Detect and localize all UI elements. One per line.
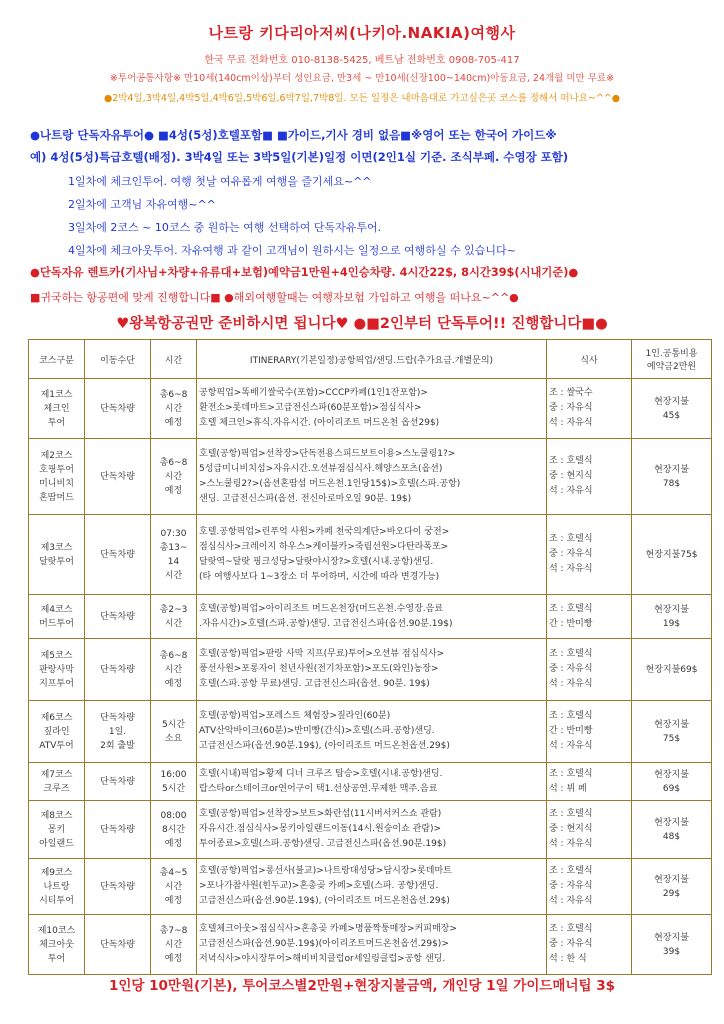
itinerary-cell-line: 투어종료>호텔(스파.공항)샌딩. 고급전신스파(옵션.90분.19$) bbox=[199, 839, 447, 849]
course-cell-line: 제3코스 bbox=[40, 542, 73, 553]
day-1-plan: 1일차에 체크인투어. 여행 첫날 여유롭게 여행을 즐기세요~^^ bbox=[68, 175, 372, 188]
tour-table-body bbox=[29, 379, 712, 975]
time-cell bbox=[151, 595, 197, 639]
time-cell-line: 예정 bbox=[164, 895, 183, 906]
course-cell-line: 제10코스 bbox=[37, 925, 76, 936]
itinerary-cell-line: (타 여행사보다 1~3장소 더 투어하며, 시간에 따라 변경가능) bbox=[199, 571, 440, 582]
meal-cell-line: 조 : 호텔식 bbox=[549, 456, 593, 466]
time-cell-line: 5시간 bbox=[161, 783, 186, 794]
time-cell-line: 예정 bbox=[164, 485, 183, 496]
price-cell-line: 현장지불 bbox=[654, 604, 689, 615]
itinerary-cell-line: 고급전신스파(옵션.90분.19$)(아이리조트머드온천옵션.29$)> bbox=[199, 939, 449, 949]
price-cell-line: 현장지불 bbox=[654, 719, 689, 730]
rental-car-info: ●단독자유 렌트카(기사님+차량+유류대+보험)예약금1만원+4인승차량. 4시간22$, 8시간39$(시내기준)● bbox=[30, 266, 579, 279]
itinerary-cell bbox=[197, 859, 547, 915]
time-cell bbox=[151, 439, 197, 515]
time-cell-line: 5시간 bbox=[161, 719, 186, 730]
table-row bbox=[29, 701, 712, 763]
itinerary-cell-line: 호텔(공항)픽업>아이리조트 머드온천장(머드온천.수영장.음료 bbox=[199, 603, 444, 614]
course-cell-line: 체크아웃 bbox=[39, 939, 74, 950]
itinerary-cell-line: ATV산악바이크(60분)>반미빵(간식)>호텔(스파.공항)샌딩. bbox=[199, 726, 435, 736]
time-cell-line: 총6~8 bbox=[159, 389, 188, 400]
course-cell bbox=[29, 801, 85, 859]
time-cell-line: 총2~3 bbox=[159, 604, 188, 615]
meal-cell-line: 조 : 호텔식 bbox=[549, 924, 593, 934]
course-cell bbox=[29, 639, 85, 701]
price-cell-line: 69$ bbox=[662, 783, 681, 794]
meal-cell bbox=[547, 515, 632, 595]
price-cell bbox=[632, 859, 712, 915]
promo-banner: ♥왕복항공권만 준비하시면 됩니다♥ ●■2인부터 단독투어!! 진행합니다■● bbox=[116, 316, 608, 332]
meal-cell-line: 조 : 호텔식 bbox=[549, 866, 593, 876]
itinerary-cell-line: 5성급미니비치섬>자유시간.오션뷰점심식사.해양스포츠(옵션) bbox=[199, 463, 443, 474]
itinerary-cell bbox=[197, 515, 547, 595]
transport-cell bbox=[85, 439, 151, 515]
header-meal: 식사 bbox=[547, 340, 632, 379]
itinerary-cell-line: 풍선사원>포롱자이 천년사원(전기차포함)>포도(와인)농장> bbox=[199, 664, 439, 674]
itinerary-cell bbox=[197, 801, 547, 859]
price-cell-line: 현장지불 bbox=[654, 769, 689, 780]
course-cell-line: 몽키 bbox=[47, 824, 66, 835]
meal-cell bbox=[547, 595, 632, 639]
transport-cell bbox=[85, 859, 151, 915]
meal-cell-line: 석 : 자유식 bbox=[549, 486, 593, 496]
meal-cell-line: 중 : 자유식 bbox=[549, 403, 593, 413]
table-row bbox=[29, 595, 712, 639]
common-notice: ※투어공통사항※ 만10세(140cm이상)부터 성인요금, 만3세 ~ 만10세(신장100~140cm)아동요금, 24개월 미만 무료※ bbox=[109, 73, 615, 84]
transport-cell-line: 2회 출발 bbox=[100, 740, 135, 751]
meal-cell-line: 조 : 호텔식 bbox=[549, 809, 593, 819]
time-cell bbox=[151, 763, 197, 801]
course-cell bbox=[29, 515, 85, 595]
course-cell bbox=[29, 379, 85, 439]
meal-cell-line: 석 : 자유식 bbox=[549, 896, 593, 906]
meal-cell-line: 석 : 자유식 bbox=[549, 741, 593, 751]
course-cell-line: 제4코스 bbox=[40, 604, 73, 615]
itinerary-cell bbox=[197, 701, 547, 763]
time-cell-line: 예정 bbox=[164, 678, 183, 689]
transport-cell bbox=[85, 639, 151, 701]
meal-cell bbox=[547, 701, 632, 763]
meal-cell-line: 중 : 현지식 bbox=[549, 824, 593, 834]
time-cell-line: 시간 bbox=[164, 881, 183, 892]
header-time: 시간 bbox=[151, 340, 197, 379]
meal-cell-line: 조 : 호텔식 bbox=[549, 603, 593, 614]
transport-cell bbox=[85, 915, 151, 975]
meal-cell-line: 석 : 뷔 페 bbox=[549, 783, 587, 794]
itinerary-cell-line: >포나가참사원(힌두교)>혼총곶 카페>호텔(스파. 공항)샌딩. bbox=[199, 881, 439, 891]
time-cell-line: 07:30 bbox=[160, 528, 187, 539]
transport-cell bbox=[85, 801, 151, 859]
time-cell-line: 예정 bbox=[164, 953, 183, 964]
table-header-row bbox=[29, 340, 712, 379]
course-cell-line: 달랏투어 bbox=[39, 556, 74, 567]
course-cell bbox=[29, 915, 85, 975]
itinerary-cell-line: 호텔(공항)픽업>선착장>보트>화란섬(11시버서커스쇼 관람) bbox=[199, 809, 442, 819]
course-cell bbox=[29, 439, 85, 515]
table-row bbox=[29, 515, 712, 595]
price-cell-line: 45$ bbox=[662, 410, 681, 421]
course-cell-line: 머드투어 bbox=[39, 618, 74, 629]
time-cell-line: 소요 bbox=[164, 733, 183, 744]
transport-cell bbox=[85, 379, 151, 439]
header-itinerary: ITINERARY(기본일정)공항픽업/샌딩.드랍(추가요금.개별문의) bbox=[197, 340, 547, 379]
table-row bbox=[29, 379, 712, 439]
meal-cell-line: 조 : 호텔식 bbox=[549, 768, 593, 779]
itinerary-cell-line: 호텔 체크인>휴식.자유시간. (아이리조트 머드온천 옵션29$) bbox=[199, 418, 440, 428]
table-row bbox=[29, 801, 712, 859]
time-cell bbox=[151, 801, 197, 859]
itinerary-cell-line: 호텔(공항)픽업>선착장>단독전용스피드보트이용>스노쿨링1?> bbox=[199, 448, 456, 459]
meal-cell-line: 조 : 호텔식 bbox=[549, 711, 593, 721]
time-cell-line: 08:00 bbox=[160, 810, 187, 821]
transport-cell-line: 단독차량 bbox=[100, 664, 135, 675]
course-cell-line: 혼땀머드 bbox=[39, 492, 74, 503]
course-cell-line: 제2코스 bbox=[40, 450, 73, 461]
itinerary-cell bbox=[197, 379, 547, 439]
itinerary-cell-line: 환전소>롯데마트>고급전신스파(60분포함)>점심식사> bbox=[199, 403, 422, 413]
course-cell-line: 시티투어 bbox=[39, 895, 74, 906]
itinerary-cell-line: 공항픽업>똑배기쌀국수(포함)>CCCP카페(1인1잔포함)> bbox=[199, 388, 428, 398]
itinerary-cell-line: 달랏역~달랏 핑크성당>달랏야시장?>호텔(시내.공항)샌딩. bbox=[199, 556, 434, 567]
meal-cell-line: 중 : 현지식 bbox=[549, 471, 593, 481]
meal-cell-line: 조 : 호텔식 bbox=[549, 534, 593, 544]
time-cell-line: 총13~ bbox=[159, 542, 188, 553]
price-cell bbox=[632, 515, 712, 595]
meal-cell bbox=[547, 859, 632, 915]
time-cell-line: 시간 bbox=[164, 471, 183, 482]
transport-cell-line: 단독차량 bbox=[100, 471, 135, 482]
course-cell-line: ATV투어 bbox=[39, 740, 74, 751]
course-cell-line: 크루즈 bbox=[43, 783, 70, 794]
course-cell-line: 제7코스 bbox=[40, 769, 73, 780]
price-cell-line: 현장지불75$ bbox=[645, 549, 698, 560]
meal-cell bbox=[547, 915, 632, 975]
time-cell-line: 시간 bbox=[164, 570, 183, 581]
course-cell-line: 지프투어 bbox=[39, 678, 74, 689]
price-cell-line: 75$ bbox=[662, 733, 681, 744]
itinerary-cell-line: 점심식사>크레이지 하우스>케이블카>죽림선원>다탄라폭포> bbox=[199, 541, 449, 552]
meal-cell-line: 석 : 한 식 bbox=[549, 954, 587, 964]
price-cell-line: 현장지불 bbox=[654, 874, 689, 885]
itinerary-cell-line: 호텔.공항픽업>린푸억 사원>카페 천국의계단>바오다이 궁전> bbox=[199, 526, 450, 537]
itinerary-cell-line: 호텔(스파.공항 무료)샌딩. 고급전신스파(옵션. 90분. 19$) bbox=[199, 679, 430, 689]
course-cell-line: 제9코스 bbox=[40, 867, 73, 878]
agency-title: 나트랑 키다리아저씨(나키아.NAKIA)여행사 bbox=[208, 24, 516, 42]
header-price-line-2: 예약금2만원 bbox=[646, 362, 697, 372]
itinerary-cell-line: 샌딩. 고급전신스파(옵션. 전신아로마오일 90분. 19$) bbox=[199, 493, 412, 504]
itinerary-cell bbox=[197, 595, 547, 639]
meal-cell-line: 중 : 자유식 bbox=[549, 664, 593, 674]
itinerary-cell-line: 호텔(공항)픽업>판랑 사막 지프(무료)투어>오션뷰 점심식사> bbox=[199, 649, 445, 659]
meal-cell-line: 중 : 자유식 bbox=[549, 549, 593, 559]
time-cell-line: 총4~5 bbox=[159, 867, 188, 878]
price-cell bbox=[632, 595, 712, 639]
time-cell-line: 시간 bbox=[164, 403, 183, 414]
price-cell-line: 78$ bbox=[662, 478, 681, 489]
day-3-plan: 3일차에 2코스 ~ 10코스 중 원하는 여행 선택하여 단독자유투어. bbox=[68, 221, 382, 234]
course-cell bbox=[29, 859, 85, 915]
table-row bbox=[29, 763, 712, 801]
time-cell bbox=[151, 639, 197, 701]
table-row bbox=[29, 639, 712, 701]
course-cell-line: 판랑사막 bbox=[39, 664, 74, 675]
transport-cell-line: 단독차량 bbox=[100, 881, 135, 892]
itinerary-cell-line: 자유시간.점심식사>몽키아일랜드이동(14시.원숭이쇼 관람)> bbox=[199, 824, 442, 834]
transport-cell-line: 단독차량 bbox=[100, 611, 135, 622]
itinerary-cell-line: .자유시간)>호텔(스파.공항)샌딩. 고급전신스파(옵션.90분.19$) bbox=[199, 618, 453, 629]
course-cell-line: 제6코스 bbox=[40, 712, 73, 723]
meal-cell-line: 석 : 자유식 bbox=[549, 679, 593, 689]
time-cell bbox=[151, 701, 197, 763]
price-cell-line: 48$ bbox=[662, 831, 681, 842]
meal-cell-line: 조 : 쌀국수 bbox=[549, 388, 593, 398]
itinerary-cell-line: >스노쿨링2?>(옵션혼땀섬 머드온천.1인당15$)>호텔(스파.공항) bbox=[199, 478, 461, 489]
itinerary-cell-line: 랍스타or스테이크or연어구이 택1.선상공연.무제한 맥주.음료 bbox=[199, 783, 438, 794]
table-row bbox=[29, 439, 712, 515]
time-cell bbox=[151, 915, 197, 975]
meal-cell bbox=[547, 639, 632, 701]
header-course: 코스구분 bbox=[29, 340, 85, 379]
day-2-plan: 2일차에 고객님 자유여행~^^ bbox=[68, 198, 216, 211]
price-cell bbox=[632, 915, 712, 975]
transport-cell bbox=[85, 595, 151, 639]
time-cell-line: 예정 bbox=[164, 838, 183, 849]
price-cell-line: 현장지불 bbox=[654, 932, 689, 943]
header-price-line-1: 1인.공통비용 bbox=[645, 349, 698, 359]
table-row bbox=[29, 915, 712, 975]
course-cell bbox=[29, 701, 85, 763]
price-cell-line: 현장지불69$ bbox=[645, 664, 698, 675]
price-cell bbox=[632, 701, 712, 763]
price-cell-line: 39$ bbox=[662, 946, 681, 957]
course-cell-line: 나트랑 bbox=[43, 881, 70, 892]
course-cell-line: 호핑투어 bbox=[39, 464, 74, 475]
transport-cell-line: 단독차량 bbox=[100, 824, 135, 835]
transport-cell-line: 단독차량 bbox=[100, 549, 135, 560]
time-cell-line: 총6~8 bbox=[159, 650, 188, 661]
meal-cell bbox=[547, 439, 632, 515]
price-cell-line: 현장지불 bbox=[654, 817, 689, 828]
itinerary-cell bbox=[197, 763, 547, 801]
meal-cell-line: 간 : 반미빵 bbox=[549, 726, 593, 736]
meal-cell bbox=[547, 379, 632, 439]
itinerary-cell-line: 호텔체크아웃>점심식사>혼총곶 카페>명품짝퉁매장>커피매장> bbox=[199, 924, 457, 934]
course-cell-line: 제1코스 bbox=[40, 389, 73, 400]
price-cell bbox=[632, 801, 712, 859]
itinerary-cell bbox=[197, 915, 547, 975]
itinerary-cell bbox=[197, 639, 547, 701]
price-cell-line: 현장지불 bbox=[654, 464, 689, 475]
course-cell-line: 투어 bbox=[47, 953, 66, 964]
transport-cell-line: 1일. bbox=[108, 726, 127, 737]
time-cell-line: 시간 bbox=[164, 618, 183, 629]
return-flight-info: ■귀국하는 항공편에 맞게 진행합니다■ ●해외여행할때는 여행자보험 가입하고 여행을 떠나요~^^● bbox=[30, 291, 519, 304]
trip-duration-options: ●2박4일,3박4일,4박5일,4박6일,5박6일,6박7일,7박8일. 모든 일정은 내마음대로 가고싶은곳 코스를 정해서 떠나요~^^● bbox=[103, 93, 621, 104]
header-price bbox=[632, 340, 712, 379]
meal-cell-line: 중 : 자유식 bbox=[549, 939, 593, 949]
time-cell bbox=[151, 379, 197, 439]
pricing-footer: 1인당 10만원(기본), 투어코스별2만원+현장지불금액, 개인당 1일 가이드매너팁 3$ bbox=[108, 978, 616, 994]
itinerary-cell-line: 고급전신스파(옵션.90분.19$), (아이리조트 머드온천옵션.29$) bbox=[199, 741, 450, 751]
time-cell-line: 8시간 bbox=[161, 824, 186, 835]
time-cell-line: 16:00 bbox=[160, 769, 187, 780]
time-cell-line: 시간 bbox=[164, 664, 183, 675]
price-cell bbox=[632, 379, 712, 439]
meal-cell-line: 석 : 자유식 bbox=[549, 418, 593, 428]
meal-cell-line: 간 : 반미빵 bbox=[549, 618, 593, 629]
transport-cell bbox=[85, 701, 151, 763]
transport-cell bbox=[85, 763, 151, 801]
price-cell bbox=[632, 439, 712, 515]
itinerary-cell-line: 저녁식사>야시장투어>해비비치클럽or세일링클럽>공항 샌딩. bbox=[199, 954, 446, 964]
course-cell bbox=[29, 595, 85, 639]
intro-block bbox=[30, 124, 710, 168]
tour-course-table bbox=[28, 339, 712, 975]
time-cell-line: 예정 bbox=[164, 417, 183, 428]
price-cell-line: 29$ bbox=[662, 888, 681, 899]
course-cell-line: 투어 bbox=[47, 417, 66, 428]
time-cell-line: 시간 bbox=[164, 939, 183, 950]
price-cell bbox=[632, 639, 712, 701]
time-cell-line: 총6~8 bbox=[159, 457, 188, 468]
intro-line-1: ●나트랑 단독자유투어● ■4성(5성)호텔포함■ ■가이드,기사 경비 없음■※영어 또는 한국어 가이드※ bbox=[30, 128, 557, 142]
course-cell-line: 짚라인 bbox=[43, 726, 70, 737]
itinerary-cell-line: 호텔(공항)픽업>포레스트 체험장>짚라인(60분) bbox=[199, 711, 391, 721]
itinerary-cell-line: 호텔(시내)픽업>황제 디너 크루즈 탑승>호텔(시내.공항)샌딩. bbox=[199, 768, 443, 779]
course-cell-line: 제5코스 bbox=[40, 650, 73, 661]
meal-cell-line: 중 : 자유식 bbox=[549, 881, 593, 891]
course-cell bbox=[29, 763, 85, 801]
transport-cell-line: 단독차량 bbox=[100, 712, 135, 723]
time-cell bbox=[151, 859, 197, 915]
course-cell-line: 미니비치 bbox=[39, 478, 74, 489]
meal-cell bbox=[547, 801, 632, 859]
time-cell-line: 14 bbox=[167, 556, 180, 567]
price-cell-line: 현장지불 bbox=[654, 396, 689, 407]
phone-numbers: 한국 무료 전화번호 010-8138-5425, 베트남 전화번호 0908-705-417 bbox=[204, 55, 520, 66]
price-cell-line: 19$ bbox=[662, 618, 681, 629]
table-row bbox=[29, 859, 712, 915]
time-cell bbox=[151, 515, 197, 595]
day-4-plan: 4일차에 체크아웃투어. 자유여행 과 같이 고객님이 원하시는 일정으로 여행하실 수 있습니다~ bbox=[68, 244, 516, 257]
header-transport: 이동수단 bbox=[85, 340, 151, 379]
itinerary-cell-line: 고급전신스파(옵션.90분.19$), (아이리조트 머드온천옵션.29$) bbox=[199, 896, 450, 906]
itinerary-cell bbox=[197, 439, 547, 515]
meal-cell-line: 석 : 자유식 bbox=[549, 564, 593, 574]
itinerary-cell-line: 호텔(공항)픽업>롱선사(불교)>나트랑대성당>담시장>롯데마트 bbox=[199, 866, 452, 876]
meal-cell-line: 조 : 호텔식 bbox=[549, 649, 593, 659]
meal-cell bbox=[547, 763, 632, 801]
price-cell bbox=[632, 763, 712, 801]
time-cell-line: 총7~8 bbox=[159, 925, 188, 936]
transport-cell bbox=[85, 515, 151, 595]
course-cell-line: 제8코스 bbox=[40, 810, 73, 821]
transport-cell-line: 단독차량 bbox=[100, 939, 135, 950]
meal-cell-line: 석 : 자유식 bbox=[549, 839, 593, 849]
course-cell-line: 체크인 bbox=[43, 403, 70, 414]
transport-cell-line: 단독차량 bbox=[100, 403, 135, 414]
transport-cell-line: 단독차량 bbox=[100, 776, 135, 787]
course-cell-line: 아일랜드 bbox=[39, 838, 74, 849]
intro-line-2: 예) 4성(5성)특급호텔(배정). 3박4일 또는 3박5일(기본)일정 이면(2인1실 기준. 조식부페. 수영장 포함) bbox=[30, 150, 569, 164]
